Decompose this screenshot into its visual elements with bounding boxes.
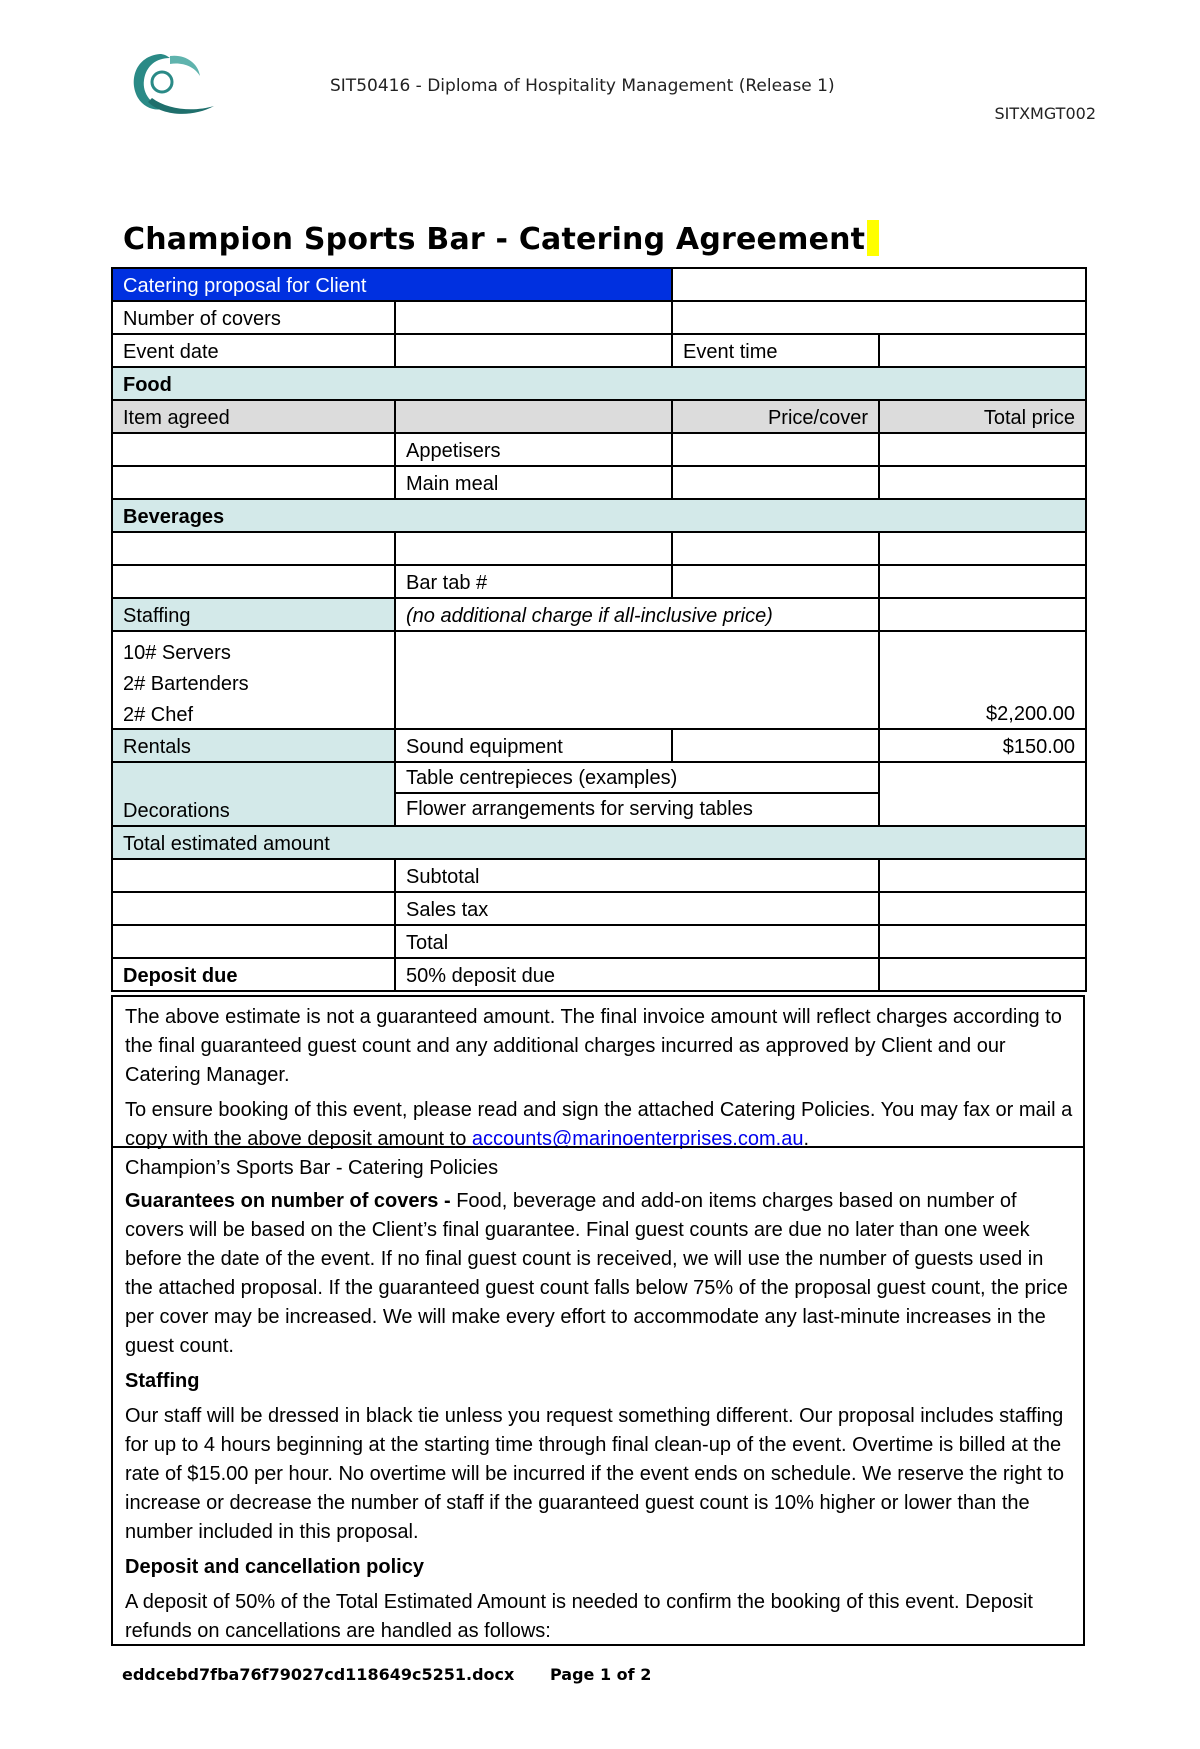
staffing-total: $2,200.00 (879, 631, 1086, 729)
estimate-note (111, 995, 1085, 1148)
total-price-header: Total price (879, 400, 1086, 433)
price-cover-header: Price/cover (672, 400, 879, 433)
rentals-label: Rentals (112, 729, 395, 762)
client-name-field[interactable] (672, 268, 1086, 301)
document-title-text: Champion Sports Bar - Catering Agreement (123, 222, 866, 257)
bar-tab-item-field[interactable] (112, 565, 395, 598)
beverages-heading: Beverages (112, 499, 1086, 532)
beverage-field[interactable] (395, 532, 672, 565)
deposit-due-label: Deposit due (112, 958, 395, 991)
course-title: SIT50416 - Diploma of Hospitality Management (Release 1) (330, 76, 835, 96)
client-proposal-label: Catering proposal for Client (112, 268, 672, 301)
servers-count: 10# Servers (123, 642, 231, 664)
document-title (123, 220, 879, 257)
table-row (112, 958, 1086, 991)
table-row (112, 532, 1086, 565)
sales-tax-field[interactable] (879, 892, 1086, 925)
flowers-label: Flower arrangements for serving tables (406, 798, 753, 820)
table-row (112, 433, 1086, 466)
sound-equipment-label: Sound equipment (395, 729, 672, 762)
guarantees-text: Food, beverage and add-on items charges based on number of covers will be based on the Client’s final guarantee. Final guest counts are due no later than one week before the date of the event. If no final guest count is received, we will use the number of guests used in the attached proposal. If the guaranteed guest count falls below 75% of the proposal guest count, the price per cover may be increased. We will make every effort to accommodate any last-minute increases in the guest count. (125, 1190, 1068, 1357)
subtotal-field[interactable] (879, 859, 1086, 892)
booking-text: To ensure booking of this event, please read and sign the attached Catering Policies. You may fax or mail a copy with the above deposit amount to (125, 1099, 1073, 1150)
decorations-label: Decorations (112, 762, 395, 826)
main-meal-total-field[interactable] (879, 466, 1086, 499)
table-row (112, 729, 1086, 762)
table-row (112, 859, 1086, 892)
item-blank-header (395, 400, 672, 433)
total-estimated-heading: Total estimated amount (112, 826, 1086, 859)
rentals-price-field[interactable] (672, 729, 879, 762)
estimate-paragraph: The above estimate is not a guaranteed amount. The final invoice amount will reflect charges according to the final guaranteed guest count and any additional charges incurred as approved by Client and our Catering Manager. (125, 1006, 1062, 1086)
event-date-field[interactable] (395, 334, 672, 367)
appetisers-total-field[interactable] (879, 433, 1086, 466)
catering-agreement-table (111, 267, 1087, 992)
appetisers-item-field[interactable] (112, 433, 395, 466)
bar-tab-label: Bar tab # (395, 565, 672, 598)
table-row (112, 466, 1086, 499)
staffing-details-field[interactable] (395, 631, 879, 729)
beverage-field[interactable] (672, 532, 879, 565)
total-blank (112, 925, 395, 958)
guarantees-paragraph (125, 1187, 1073, 1361)
total-label: Total (395, 925, 879, 958)
staffing-label: Staffing (112, 598, 395, 631)
footer-page-number: Page 1 of 2 (550, 1665, 652, 1684)
item-agreed-header: Item agreed (112, 400, 395, 433)
unit-code: SITXMGT002 (994, 104, 1096, 123)
covers-field[interactable] (395, 301, 672, 334)
food-heading: Food (112, 367, 1086, 400)
chef-count: 2# Chef (123, 704, 194, 726)
event-time-label: Event time (672, 334, 879, 367)
subtotal-label: Subtotal (395, 859, 879, 892)
beverage-field[interactable] (112, 532, 395, 565)
total-field[interactable] (879, 925, 1086, 958)
deposit-field[interactable] (879, 958, 1086, 991)
rentals-total: $150.00 (879, 729, 1086, 762)
email-link[interactable]: accounts@marinoenterprises.com.au (471, 1128, 804, 1150)
table-row (112, 762, 1086, 826)
covers-label: Number of covers (112, 301, 395, 334)
staffing-list (112, 631, 395, 729)
centrepieces-label: Table centrepieces (examples) (396, 763, 878, 794)
table-row (112, 400, 1086, 433)
deposit-percent-label: 50% deposit due (395, 958, 879, 991)
bartenders-count: 2# Bartenders (123, 673, 249, 695)
bar-tab-price-field[interactable] (672, 565, 879, 598)
table-row (112, 826, 1086, 859)
guarantees-heading: Guarantees on number of covers - (125, 1190, 457, 1212)
bar-tab-total-field[interactable] (879, 565, 1086, 598)
table-row (112, 598, 1086, 631)
staffing-note: (no additional charge if all-inclusive price) (395, 598, 879, 631)
beverage-field[interactable] (879, 532, 1086, 565)
booking-text-end: . (803, 1128, 810, 1150)
catering-policies (111, 1146, 1085, 1646)
deposit-heading: Deposit and cancellation policy (125, 1556, 424, 1578)
event-date-label: Event date (112, 334, 395, 367)
sales-tax-label: Sales tax (395, 892, 879, 925)
main-meal-label: Main meal (395, 466, 672, 499)
main-meal-item-field[interactable] (112, 466, 395, 499)
staffing-note-blank (879, 598, 1086, 631)
deposit-text: A deposit of 50% of the Total Estimated Amount is needed to confirm the booking of this event. Deposit refunds on cancellations are handled as follows: (125, 1591, 1033, 1642)
table-row (112, 499, 1086, 532)
table-row (112, 301, 1086, 334)
event-time-field[interactable] (879, 334, 1086, 367)
policies-title: Champion’s Sports Bar - Catering Policies (125, 1157, 499, 1179)
table-row (112, 367, 1086, 400)
covers-extra-field[interactable] (672, 301, 1086, 334)
table-row (112, 334, 1086, 367)
table-row (112, 565, 1086, 598)
subtotal-blank (112, 859, 395, 892)
appetisers-label: Appetisers (395, 433, 672, 466)
staffing-text: Our staff will be dressed in black tie unless you request something different. Our proposal includes staffing for up to 4 hours beginning at the starting time through final clean-up of the event. Overtime is billed at the rate of $15.00 per hour. No overtime will be incurred if the event ends on schedule. We reserve the right to increase or decrease the number of staff if the guaranteed guest count is 10% higher or lower than the number included in this proposal. (125, 1405, 1065, 1543)
main-meal-price-field[interactable] (672, 466, 879, 499)
table-row (112, 631, 1086, 729)
text-highlight-mark (867, 220, 879, 256)
footer-filename: eddcebd7fba76f79027cd118649c5251.docx (122, 1665, 515, 1684)
decorations-total-field[interactable] (879, 762, 1086, 826)
sales-tax-blank (112, 892, 395, 925)
table-row (112, 892, 1086, 925)
table-row (112, 268, 1086, 301)
decorations-items (395, 762, 879, 826)
staffing-heading: Staffing (125, 1370, 200, 1392)
college-logo (122, 46, 232, 126)
table-row (112, 925, 1086, 958)
appetisers-price-field[interactable] (672, 433, 879, 466)
